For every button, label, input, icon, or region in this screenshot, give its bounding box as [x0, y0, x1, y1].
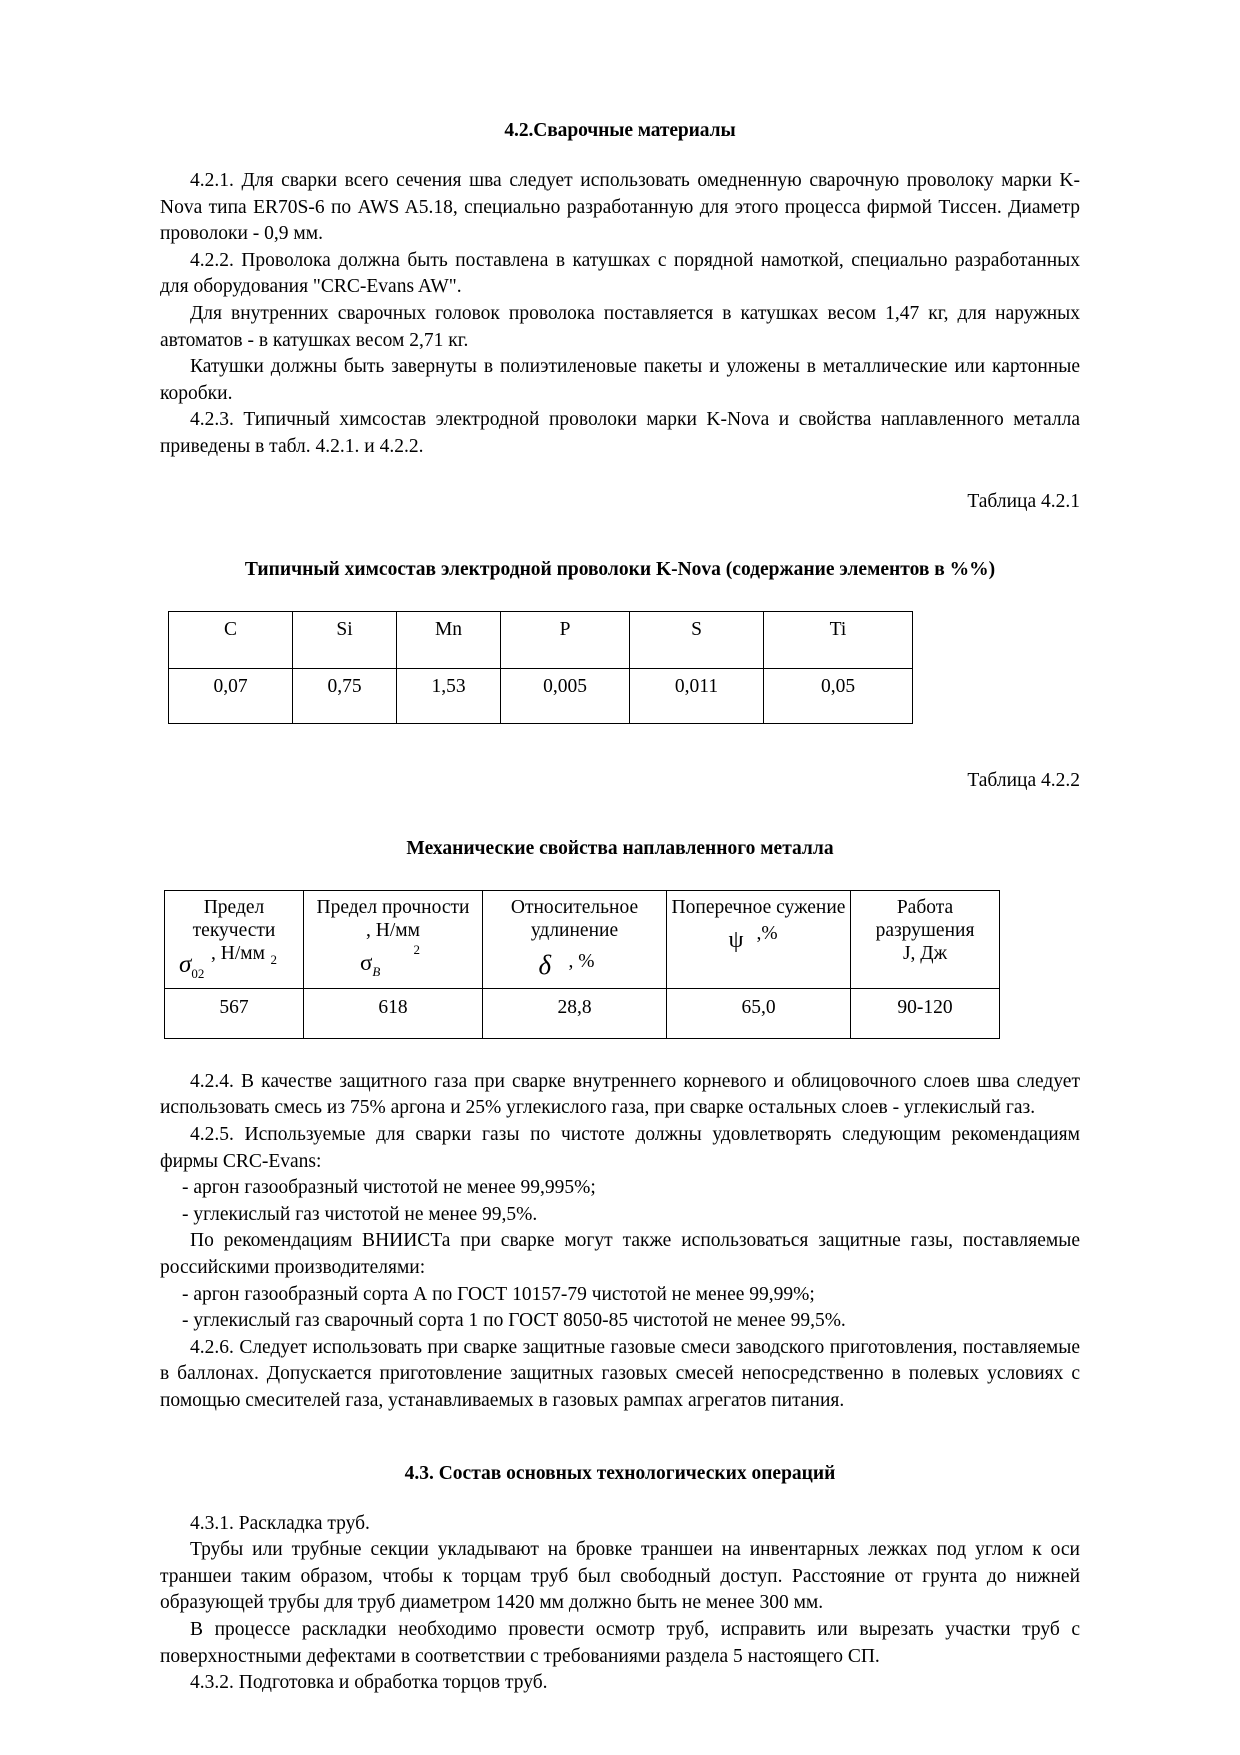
- column-header-ti: Ti: [764, 611, 913, 668]
- cell-contraction-value: 65,0: [667, 988, 851, 1038]
- paragraph-4-2-6: 4.2.6. Следует использовать при сварке защитные газовые смеси заводского приготовления, поставляемые в баллонах. Допускается приготовление защитных газовых смесей непосредственно в полевых условиях с помощью смесителей газа, устанавливаемых в газовых рампах агрегатов питания.: [160, 1336, 1080, 1412]
- paragraph-vniist: По рекомендациям ВНИИСТа при сварке могут также использоваться защитные газы, поставляемые российскими производителями:: [160, 1230, 1080, 1278]
- spacer: [160, 461, 1080, 491]
- header-line: текучести: [192, 920, 276, 942]
- header-line: Предел: [203, 896, 265, 918]
- column-header-ultimate-strength: [304, 890, 483, 988]
- exponent-2: 2: [413, 942, 420, 958]
- cell-s-value: 0,011: [630, 668, 764, 723]
- exponent-2: 2: [270, 952, 277, 968]
- paragraph-4-3-1c: В процессе раскладки необходимо провести осмотр труб, исправить или вырезать участки труб с поверхностными дефектами в соответствии с требованиями раздела 5 настоящего СП.: [160, 1619, 1080, 1667]
- column-header-p: P: [501, 611, 630, 668]
- header-line: Предел прочности: [316, 896, 470, 918]
- spacer: [160, 513, 1080, 559]
- cell-ultimate-value: 618: [304, 988, 483, 1038]
- column-header-yield-strength: [165, 890, 304, 988]
- spacer: [160, 1415, 1080, 1433]
- header-unit: , Н/мм: [366, 920, 420, 942]
- delta-symbol: δ: [538, 950, 552, 981]
- spacer: [160, 724, 1080, 770]
- list-item-argon-gost: - аргон газообразный сорта А по ГОСТ 10157-79 чистотой не менее 99,99%;: [182, 1283, 815, 1305]
- spacer: [160, 792, 1080, 838]
- table-number-4-2-1: Таблица 4.2.1: [967, 490, 1080, 512]
- sigma-b-symbol: $\sigma_B$: [360, 950, 381, 980]
- cell-yield-value: 567: [165, 988, 304, 1038]
- header-unit: , Н/мм: [211, 943, 265, 965]
- table-row: [169, 611, 913, 668]
- header-line: разрушения: [875, 920, 975, 942]
- list-item-co2-purity: - углекислый газ чистотой не менее 99,5%.: [182, 1203, 538, 1225]
- section-heading-4-2: 4.2.Сварочные материалы: [504, 120, 736, 141]
- cell-c-value: 0,07: [169, 668, 293, 723]
- psi-symbol: ψ: [728, 926, 744, 953]
- sigma-02-symbol: $\sigma_{02}$: [179, 951, 205, 982]
- column-header-c: C: [169, 611, 293, 668]
- paragraph-4-2-4: 4.2.4. В качестве защитного газа при сварке внутреннего корневого и облицовочного слоев шва следует использовать смесь из 75% аргона и 25% углекислого газа, при сварке остальных слоев - углекислый газ.: [160, 1070, 1080, 1119]
- cell-mn-value: 1,53: [397, 668, 501, 723]
- column-header-contraction: [667, 890, 851, 988]
- list-item-argon-purity: - аргон газообразный чистотой не менее 99,995%;: [182, 1177, 596, 1199]
- paragraph-4-2-3: 4.2.3. Типичный химсостав электродной проволоки марки K-Nova и свойства наплавленного металла приведены в табл. 4.2.1. и 4.2.2.: [160, 409, 1080, 458]
- table-mechanical-properties: [164, 890, 1000, 1039]
- header-line: J, Дж: [902, 943, 948, 965]
- page-content: [160, 120, 1080, 1697]
- table-title-4-2-2: Механические свойства наплавленного металла: [406, 837, 834, 859]
- column-header-impact-energy: [851, 890, 1000, 988]
- table-number-4-2-2: Таблица 4.2.2: [967, 769, 1080, 791]
- table-title-4-2-1: Типичный химсостав электродной проволоки K-Nova (содержание элементов в %%): [244, 558, 996, 580]
- paragraph-4-2-2: 4.2.2. Проволока должна быть поставлена в катушках с порядной намоткой, специально разработанных для оборудования "CRC-Evans AW".: [160, 249, 1080, 298]
- spacer: [160, 1039, 1080, 1069]
- paragraph-4-2-5: 4.2.5. Используемые для сварки газы по чистоте должны удовлетворять следующим рекомендациям фирмы CRC-Evans:: [160, 1123, 1080, 1172]
- list-item-co2-gost: - углекислый газ сварочный сорта 1 по ГОСТ 8050-85 чистотой не менее 99,5%.: [182, 1310, 846, 1332]
- paragraph-4-3-1b: Трубы или трубные секции укладывают на бровке траншеи на инвентарных лежках под углом к оси траншеи таким образом, чтобы к торцам труб был свободный доступ. Расстояние от грунта до нижней образующей трубы для труб диаметром 1420 мм должно быть не менее 300 мм.: [160, 1539, 1080, 1614]
- header-line: Работа: [896, 896, 954, 918]
- paragraph-4-2-1: 4.2.1. Для сварки всего сечения шва следует использовать омедненную сварочную проволоку марки K-Nova типа ER70S-6 по AWS A5.18, специально разработанную для этого процесса фирмой Тиссен. Диаметр проволоки - 0,9 мм.: [160, 170, 1080, 245]
- cell-ti-value: 0,05: [764, 668, 913, 723]
- table-row: [165, 988, 1000, 1038]
- paragraph-4-3-1: 4.3.1. Раскладка труб.: [190, 1512, 370, 1534]
- header-line: Поперечное сужение: [671, 896, 846, 918]
- section-heading-4-3: 4.3. Состав основных технологических операций: [404, 1462, 836, 1484]
- spacer: [160, 581, 1080, 611]
- column-header-mn: Mn: [397, 611, 501, 668]
- cell-si-value: 0,75: [293, 668, 397, 723]
- header-line: удлинение: [530, 920, 619, 942]
- column-header-s: S: [630, 611, 764, 668]
- header-unit: ,%: [756, 922, 778, 944]
- paragraph-4-3-2: 4.3.2. Подготовка и обработка торцов труб.: [190, 1672, 548, 1694]
- header-unit: , %: [568, 951, 595, 973]
- column-header-si: Si: [293, 611, 397, 668]
- column-header-elongation: [483, 890, 667, 988]
- spacer: [160, 860, 1080, 890]
- cell-elongation-value: 28,8: [483, 988, 667, 1038]
- cell-p-value: 0,005: [501, 668, 630, 723]
- paragraph-4-2-2c: Катушки должны быть завернуты в полиэтиленовые пакеты и уложены в металлические или картонные коробки.: [160, 356, 1080, 404]
- header-line: Относительное: [510, 896, 639, 918]
- paragraph-4-2-2b: Для внутренних сварочных головок проволока поставляется в катушках весом 1,47 кг, для наружных автоматов - в катушках весом 2,71 кг.: [160, 303, 1080, 351]
- table-chemical-composition: [168, 611, 913, 724]
- table-row: [165, 890, 1000, 988]
- cell-impact-value: 90-120: [851, 988, 1000, 1038]
- table-row: [169, 668, 913, 723]
